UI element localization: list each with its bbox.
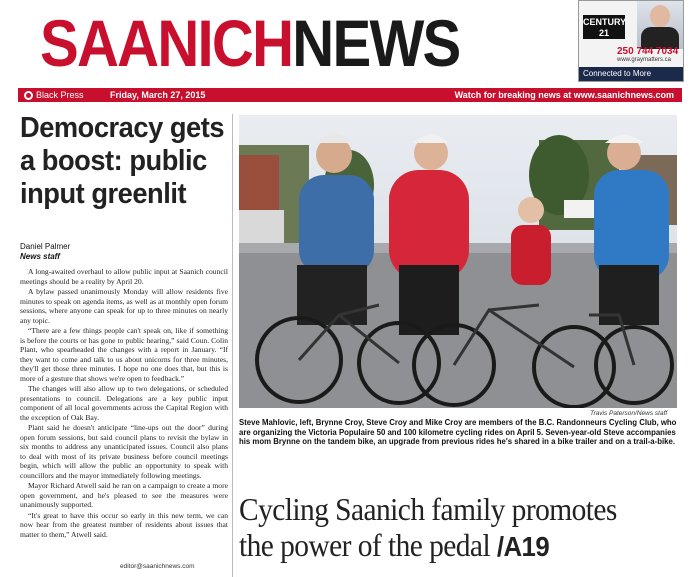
- lead-article: [20, 112, 228, 577]
- publisher-name: Black Press: [36, 90, 84, 100]
- ad-tagline: Connected to More: [579, 67, 683, 81]
- paragraph: A long-awaited overhaul to allow public input at Saanich council meetings should be a reality by April 20.: [20, 267, 228, 286]
- ad-url: www.graymatters.ca: [617, 57, 672, 63]
- article-headline[interactable]: Democracy gets a boost: public input greenlit: [20, 112, 225, 210]
- page-reference[interactable]: /A19: [496, 531, 550, 562]
- cyclists-photo[interactable]: [239, 115, 677, 408]
- inside-story-teaser[interactable]: [239, 491, 653, 565]
- ad-brand-line2: 21: [598, 28, 609, 38]
- issue-date: Friday, March 27, 2015: [110, 90, 206, 100]
- article-body: [20, 267, 228, 540]
- cyclists-photo-illustration: [239, 115, 677, 408]
- paragraph: The changes will also allow up to two delegations, or scheduled presentations to council. Delegations are a key public input component of all local governments across the Capital Region with the exception of Oak Bay.: [20, 384, 228, 422]
- ad-agent-photo: [637, 1, 683, 49]
- ad-brand-line1: CENTURY: [583, 17, 627, 27]
- realtor-ad[interactable]: [578, 0, 684, 82]
- photo-credit: Travis Paterson/News staff: [590, 410, 668, 417]
- logo-news: NEWS: [292, 6, 460, 80]
- top-info-bar: [18, 88, 682, 102]
- ad-brand-logo: [583, 15, 625, 39]
- paragraph: Plant said he doesn't anticipate “line-ups out the door” during open forum sessions, but said council plans to revisit the bylaw in six months to address any unanticipated issues. Council also plans to deal with most of its private business before council meetings begin, which will allow the public an opportunity to speak with councillors and the mayor immediately following meetings.: [20, 423, 228, 480]
- website-promo-link[interactable]: Watch for breaking news at www.saanichnews.com: [454, 90, 674, 100]
- byline: [20, 242, 70, 262]
- black-press-logo-icon: [24, 91, 33, 100]
- paragraph: A bylaw passed unanimously Monday will allow residents five minutes to speak on agenda items, as well as at monthly open forum sessions, where anyone can speak for up to three minutes on nearly any topic.: [20, 287, 228, 325]
- newspaper-logo[interactable]: [40, 4, 459, 82]
- paragraph: “It's great to have this occur so early in this new term, we can now hear from the greatest number of residents about issues that matter to them,” Atwell said.: [20, 510, 228, 539]
- ad-phone: 250 744 7034: [617, 46, 679, 57]
- photo-caption: Steve Mahlovic, left, Brynne Croy, Steve Croy and Mike Croy are members of the B.C. Randonneurs Cycling Club, who are organizing the Victoria Populaire 50 and 100 kilometre cycling rides on April 5. Seven-year-old Steve accompanies his mom Brynne on the tandem bike, an upgrade from previous rides he's shared in a bike trailer and on a trail-a-bike.: [239, 418, 677, 447]
- paragraph: Mayor Richard Atwell said he ran on a campaign to create a more open government, and he's pleased to see the measures were unanimously supported.: [20, 481, 228, 509]
- paragraph: “There are a few things people can't speak on, like if something is before the courts or has gone to public hearing,” said Coun. Colin Plant, who spearheaded the changes with a report in January. “If they want to come and talk to us about unicorns for three minutes, they'll get those three minutes. I hope no one does that, but this is more of a gesture that shows we're open to feedback.”: [20, 326, 228, 383]
- teaser-line2: the power of the pedal: [239, 527, 491, 563]
- teaser-line1: Cycling Saanich family promotes: [239, 491, 617, 527]
- masthead: [0, 0, 693, 86]
- author-name: Daniel Palmer: [20, 242, 71, 251]
- editor-email[interactable]: editor@saanichnews.com: [120, 563, 195, 570]
- column-divider: [232, 114, 233, 577]
- logo-saanich: SAANICH: [40, 6, 293, 80]
- publisher: [24, 88, 84, 102]
- author-role: News staff: [20, 252, 60, 261]
